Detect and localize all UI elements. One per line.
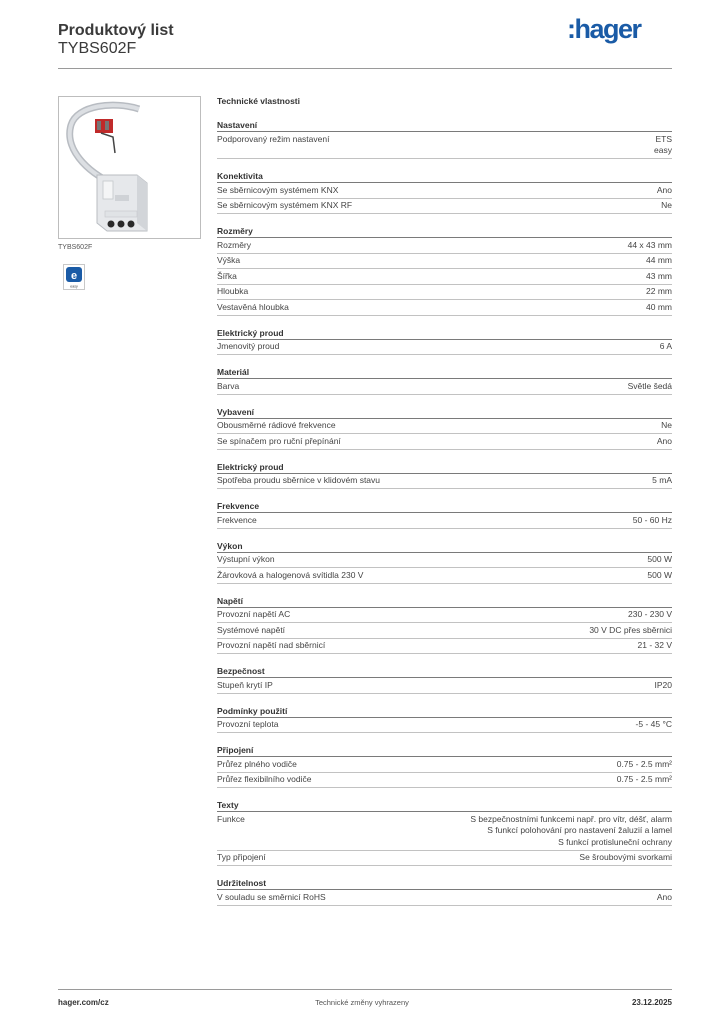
property-row [217,890,672,906]
property-label: Rozměry [217,239,252,250]
property-value-line: 22 mm [646,286,672,296]
section-title: Vybavení [217,405,672,419]
property-value-line: 40 mm [646,301,672,312]
property-value-line: 6 A [659,341,672,351]
property-value [617,759,672,771]
property-row [217,639,672,655]
property-value-line: 44 x 43 mm [627,239,672,250]
property-row [217,379,672,395]
property-value [660,341,672,353]
property-value [636,719,672,731]
property-label: Se spínačem pro ruční přepínání [217,435,341,446]
property-section [217,118,672,159]
property-row [217,623,672,639]
property-value [654,134,672,157]
property-label: Typ připojení [217,852,266,862]
property-row [217,340,672,356]
section-title: Výkon [217,539,672,553]
section-title: Konektivita [217,169,672,183]
property-row [217,300,672,316]
product-code: TYBS602F [58,40,137,57]
property-value [579,852,672,864]
property-label: Stupeň krytí IP [217,679,273,690]
property-value [589,625,672,637]
property-section [217,664,672,694]
product-illustration [59,97,200,238]
section-title: Připojení [217,743,672,757]
page-title: Produktový list [58,22,174,39]
property-label: Výška [217,255,241,265]
property-value [628,240,672,252]
product-image-caption: TYBS602F [58,244,93,251]
property-value-line: ETS [655,133,672,144]
property-value-line: Ne [661,200,672,210]
property-label: Provozní napětí AC [217,609,291,619]
property-value [617,774,672,786]
property-row [217,678,672,694]
property-row [217,718,672,734]
property-label: Funkce [217,813,245,824]
product-image [58,96,201,239]
property-row [217,851,672,867]
property-value-line: S funkcí protisluneční ochrany [558,836,672,847]
property-value [661,200,672,212]
property-value-line: IP20 [654,679,672,690]
property-label: Provozní napětí nad sběrnicí [217,640,326,650]
section-title: Bezpečnost [217,664,672,678]
property-sections [217,118,672,906]
property-value-line: 0.75 - 2.5 mm² [616,758,672,769]
property-row [217,773,672,789]
property-label: Provozní teplota [217,719,279,729]
property-row [217,199,672,215]
property-section [217,405,672,450]
property-value [657,436,672,448]
property-row [217,474,672,490]
property-section [217,876,672,906]
property-label: Výstupní výkon [217,554,275,564]
property-value [647,570,672,582]
property-section [217,704,672,734]
property-label: Barva [217,380,240,391]
property-value-line: 0.75 - 2.5 mm² [616,774,672,784]
property-value-line: S bezpečnostními funkcemi např. pro vítr, déšť, alarm [470,813,672,824]
property-value [655,680,673,692]
section-title: Podmínky použití [217,704,672,718]
property-label: Podporovaný režim nastavení [217,133,330,144]
property-value [657,185,672,197]
footer-divider [58,989,672,990]
property-value-line: Ano [656,891,672,902]
property-section [217,743,672,788]
property-value-line: 21 - 32 V [637,640,672,650]
easy-badge [63,264,85,290]
property-row [217,285,672,301]
property-value-line: 5 mA [652,475,672,485]
property-label: Šířka [217,270,237,281]
property-value [646,302,672,314]
section-title: Elektrický proud [217,326,672,340]
property-value-line: S funkcí polohování pro nastavení žaluzií a lamel [487,825,672,835]
section-title: Rozměry [217,224,672,238]
property-row [217,513,672,529]
property-value-line: 50 - 60 Hz [632,514,672,525]
property-value [638,640,673,652]
property-value [628,381,672,393]
property-label: Žárovková a halogenová svítidla 230 V [217,569,364,580]
property-value [647,554,672,566]
property-value-line: Ne [661,420,672,430]
section-title: Elektrický proud [217,460,672,474]
section-title: Udržitelnost [217,876,672,890]
property-label: Frekvence [217,514,257,525]
property-value-line: Ano [656,184,672,195]
section-title: Nastavení [217,118,672,132]
property-row [217,419,672,435]
technical-properties [217,94,672,906]
property-section [217,539,672,584]
property-label: Jmenovitý proud [217,341,280,351]
property-label: Spotřeba proudu sběrnice v klidovém stavu [217,475,381,485]
property-section [217,365,672,395]
property-label: V souladu se směrnicí RoHS [217,891,326,902]
property-value-line: 30 V DC přes sběrnici [589,624,672,635]
property-value-line: Ano [656,435,672,446]
section-title: Materiál [217,365,672,379]
property-label: Se sběrnicovým systémem KNX RF [217,200,353,210]
property-value [646,271,672,283]
property-value-line: 500 W [647,569,672,580]
property-value-line: 44 mm [646,255,672,265]
property-label: Průřez plného vodiče [217,758,297,769]
property-value [633,515,672,527]
property-value [470,814,672,849]
property-label: Systémové napětí [217,624,286,635]
easy-icon [64,265,84,289]
property-value-line: 230 - 230 V [628,609,672,619]
property-label: Průřez flexibilního vodiče [217,774,312,784]
property-row [217,434,672,450]
footer-disclaimer: Technické změny vyhrazeny [315,998,409,1007]
footer-website: hager.com/cz [58,998,109,1007]
property-row [217,608,672,624]
property-value-line: easy [654,145,672,155]
property-value-line: 43 mm [646,270,672,281]
property-row [217,812,672,851]
property-section [217,499,672,529]
property-value [657,892,672,904]
property-section [217,326,672,356]
section-title: Texty [217,798,672,812]
property-row [217,568,672,584]
property-value [652,475,672,487]
property-value-line: Světle šedá [627,380,672,391]
property-row [217,254,672,270]
property-value-line: -5 - 45 °C [635,719,672,729]
section-title: Frekvence [217,499,672,513]
property-value-line: 500 W [647,554,672,564]
property-label: Vestavěná hloubka [217,301,289,312]
technical-properties-title: Technické vlastnosti [217,96,300,106]
header-divider [58,68,672,69]
property-value [646,286,672,298]
property-row [217,183,672,199]
property-row [217,553,672,569]
property-section [217,460,672,490]
section-title: Napětí [217,594,672,608]
property-label: Obousměrné rádiové frekvence [217,420,336,430]
document-header [58,22,174,58]
property-value [661,420,672,432]
property-section [217,798,672,866]
property-label: Se sběrnicovým systémem KNX [217,184,339,195]
svg-text:e: e [70,270,78,282]
property-section [217,224,672,316]
property-label: Hloubka [217,286,249,296]
property-row [217,757,672,773]
footer-date: 23.12.2025 [631,998,672,1007]
property-section [217,169,672,214]
property-value [628,609,672,621]
property-row [217,269,672,285]
hager-logo: :hager [567,14,641,44]
property-row [217,238,672,254]
property-value-line: Se šroubovými svorkami [579,852,672,862]
easy-badge-text: easy [70,284,78,289]
property-row [217,132,672,159]
property-value [646,255,672,267]
property-section [217,594,672,655]
